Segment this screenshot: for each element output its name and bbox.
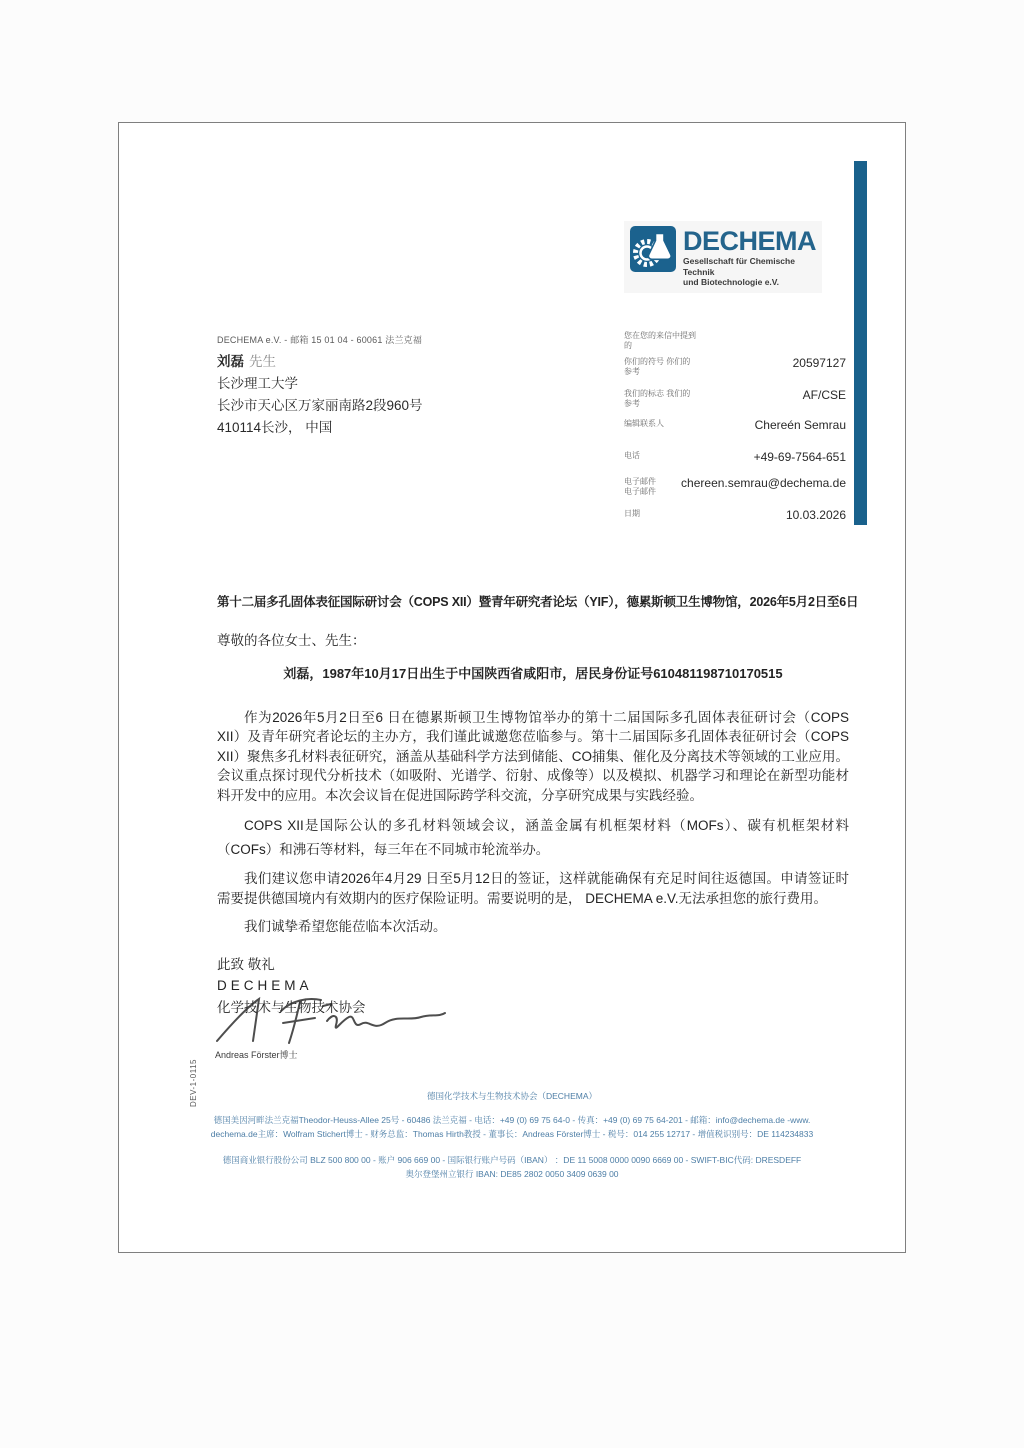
recipient-honorific: 先生 — [249, 354, 276, 369]
accent-bar — [854, 161, 867, 525]
subject-line: 第十二届多孔固体表征国际研讨会（COPS XII）暨青年研究者论坛（YIF），德累斯顿卫生博物馆，2026年5月2日至6日 — [217, 595, 859, 609]
footer-org-line: 德国化学技术与生物技术协会（DECHEMA） — [426, 1091, 597, 1101]
signature-block — [203, 991, 453, 1061]
closing-org-name: DECHEMA — [217, 978, 313, 993]
ref-value-our-reference: AF/CSE — [802, 388, 846, 402]
paragraph-hope-attend: 我们诚挚希望您能莅临本次活动。 — [244, 919, 447, 934]
logo-tagline-line1: Gesellschaft für Chemische Technik — [683, 256, 795, 277]
ref-row-your-reference — [624, 357, 846, 377]
letter-page — [118, 122, 906, 1253]
ref-value-your-reference: 20597127 — [792, 356, 846, 370]
ref-label-our-reference: 我们的标志 我们的参考 — [624, 389, 691, 408]
paragraph-conference-info: COPS XII是国际公认的多孔材料领域会议，涵盖金属有机框架材料（MOFs）、碳有机框架材料（COFs）和沸石等材料，每三年在不同城市轮流举办。 — [217, 818, 849, 857]
reference-block — [624, 331, 846, 551]
recipient-name: 刘磊 — [217, 354, 244, 369]
ref-label-email: 电子邮件 电子邮件 — [624, 477, 656, 496]
signatory-name: Andreas Förster博士 — [215, 1050, 298, 1060]
dechema-logo — [624, 221, 822, 293]
ref-row-our-reference — [624, 389, 846, 409]
logo-tagline-line2: und Biotechnologie e.V. — [683, 277, 780, 287]
ref-value-email: chereen.semrau@dechema.de — [681, 476, 846, 490]
logo-brand-name: DECHEMA — [683, 226, 817, 256]
ref-row-date — [624, 509, 846, 521]
closing-salute: 此致 敬礼 — [217, 956, 275, 972]
closing-org-chinese: 化学技术与生物技术协会 — [217, 999, 366, 1015]
invitee-identity-line: 刘磊，1987年10月17日出生于中国陕西省咸阳市，居民身份证号610481198710170515 — [283, 666, 783, 681]
ref-row-phone — [624, 451, 846, 463]
ref-value-phone: +49-69-7564-651 — [753, 450, 846, 464]
document-code-vertical: DEV-1-0115 — [189, 1059, 198, 1107]
footer-bank-line1: 德国商业银行股份公司 BLZ 500 800 00 - 账户 906 669 00 - 国际银行账户号码（IBAN） ：DE 11 5008 0000 0090 6669 00 - SWIFT-BIC代码: DRESDEFF — [222, 1155, 802, 1165]
ref-value-date: 10.03.2026 — [785, 508, 846, 522]
ref-row-contact-person — [624, 419, 846, 431]
ref-label-phone: 电话 — [624, 451, 640, 460]
recipient-address-block — [217, 351, 423, 439]
ref-label-date: 日期 — [624, 509, 640, 518]
logo-text — [683, 226, 816, 288]
dechema-gear-flask-icon — [630, 226, 676, 277]
ref-row-email — [624, 477, 846, 497]
sender-return-address: DECHEMA e.V. - 邮箱 15 01 04 - 60061 法兰克福 — [217, 335, 423, 345]
ref-label-your-letter: 您在您的来信中提到的 — [624, 331, 696, 350]
ref-row-your-letter — [624, 331, 846, 351]
recipient-university: 长沙理工大学 — [217, 376, 298, 391]
footer-address-line: 德国美因河畔法兰克福Theodor-Heuss-Allee 25号 - 60486 法兰克福 - 电话：+49 (0) 69 75 64-0 - 传真：+49 (0) 69 75 64-201 - 邮箱：info@dechema.de -www. — [213, 1115, 811, 1125]
ref-value-contact-person: Chereén Semrau — [754, 418, 846, 432]
footer-bank-line2: 奥尔登堡州立银行 IBAN: DE85 2802 0050 3409 0639 00 — [405, 1169, 619, 1179]
ref-label-your-reference: 你们的符号 你们的参考 — [624, 357, 691, 376]
paragraph-invitation: 作为2026年5月2日至6 日在德累斯顿卫生博物馆举办的第十二届国际多孔固体表征研讨会（COPS XII）及青年研究者论坛的主办方，我们谨此诚邀您莅临参与。第十二届国际多孔固体表征研讨会（COPS XII）聚焦多孔材料表征研究，涵盖从基础科学方法到储能、CO捕集、催化及分离技术等领域的工业应用。会议重点探讨现代分析技术（如吸附、光谱学、衍射、成像等）以及模拟、机器学习和理论在新型功能材料开发中的应用。本次会议旨在促进国际跨学科交流，分享研究成果与实践经验。 — [217, 709, 849, 803]
ref-label-contact-person: 编辑联系人 — [624, 419, 664, 428]
salutation: 尊敬的各位女士、先生： — [217, 632, 366, 648]
recipient-city: 410114长沙， 中国 — [217, 420, 333, 435]
paragraph-visa-advice: 我们建议您申请2026年4月29 日至5月12日的签证，这样就能确保有充足时间往返德国。申请签证时需要提供德国境内有效期内的医疗保险证明。需要说明的是， DECHEMA e.V.无法承担您的旅行费用。 — [217, 871, 849, 906]
letter-footer — [159, 1089, 865, 1181]
letter-body — [217, 593, 859, 1019]
footer-management-line: dechema.de主席：Wolfram Stichert博士 - 财务总监：Thomas Hirth教授 - 董事长：Andreas Förster博士 - 税号：014 255 12717 - 增值税识别号：DE 114234833 — [210, 1129, 814, 1139]
recipient-street: 长沙市天心区万家丽南路2段960号 — [217, 398, 423, 413]
recipient-name-line — [217, 351, 423, 373]
